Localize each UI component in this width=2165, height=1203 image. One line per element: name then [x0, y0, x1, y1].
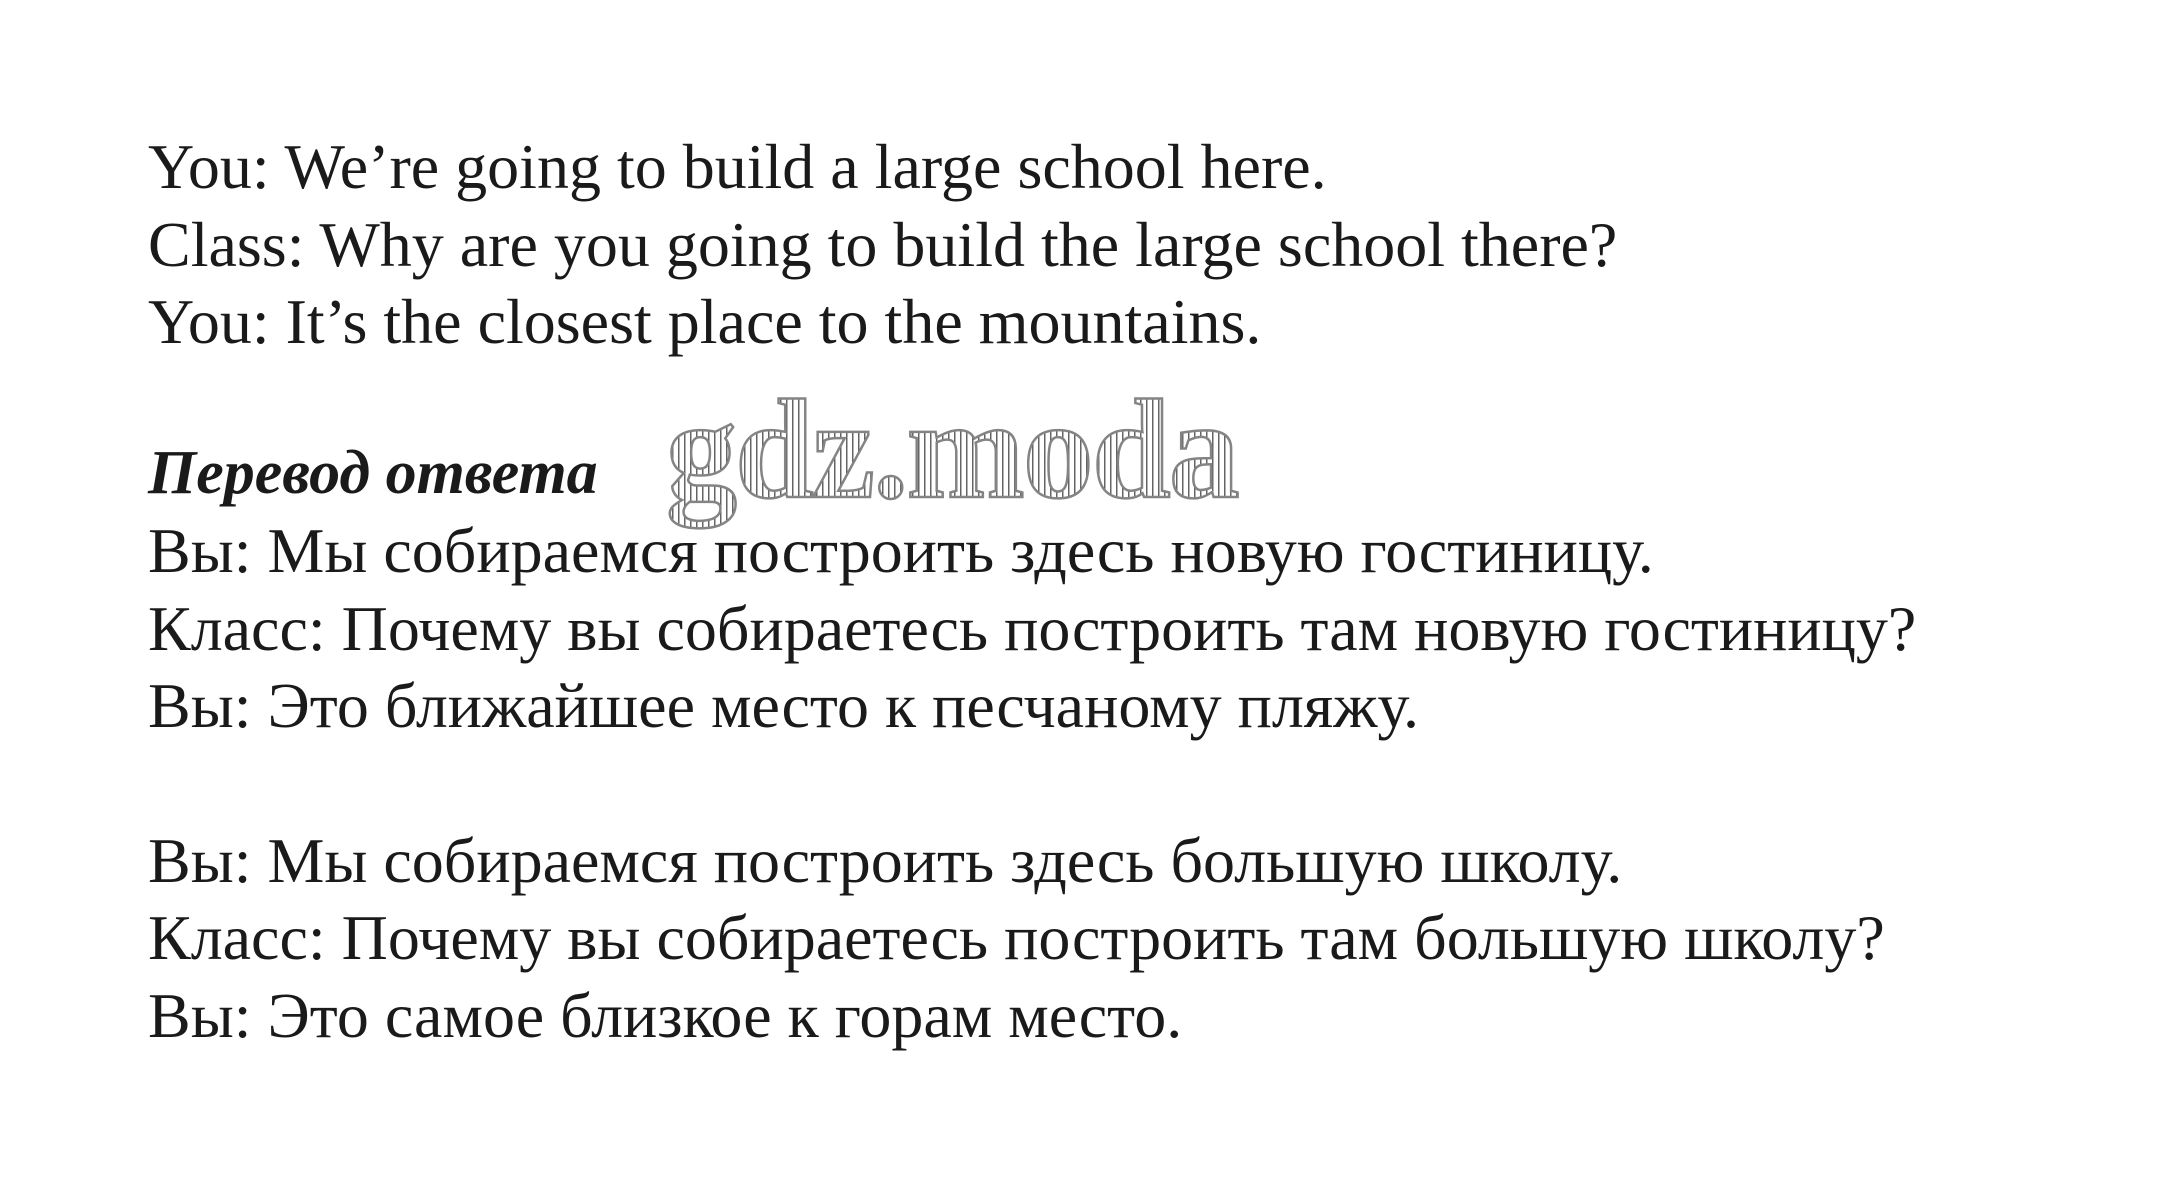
svg-text:gdz.moda: gdz.moda: [666, 375, 1238, 528]
translation-line-5: Класс: Почему вы собираетесь построить там большую школу?: [148, 902, 1885, 973]
watermark-logo: [660, 375, 1280, 545]
english-line-1: You: We’re going to build a large school here.: [148, 131, 1327, 202]
english-line-3: You: It’s the closest place to the mountains.: [148, 286, 1262, 357]
translation-line-2: Класс: Почему вы собираетесь построить там новую гостиницу?: [148, 593, 1917, 664]
translation-heading: Перевод ответа: [148, 439, 598, 507]
translation-line-4: Вы: Мы собираемся построить здесь большую школу.: [148, 825, 1623, 896]
translation-line-6: Вы: Это самое близкое к горам место.: [148, 980, 1183, 1051]
translation-line-3: Вы: Это ближайшее место к песчаному пляжу.: [148, 670, 1420, 741]
english-line-2: Class: Why are you going to build the large school there?: [148, 209, 1618, 280]
translation-line-1: Вы: Мы собираемся построить здесь новую гостиницу.: [148, 515, 1654, 586]
